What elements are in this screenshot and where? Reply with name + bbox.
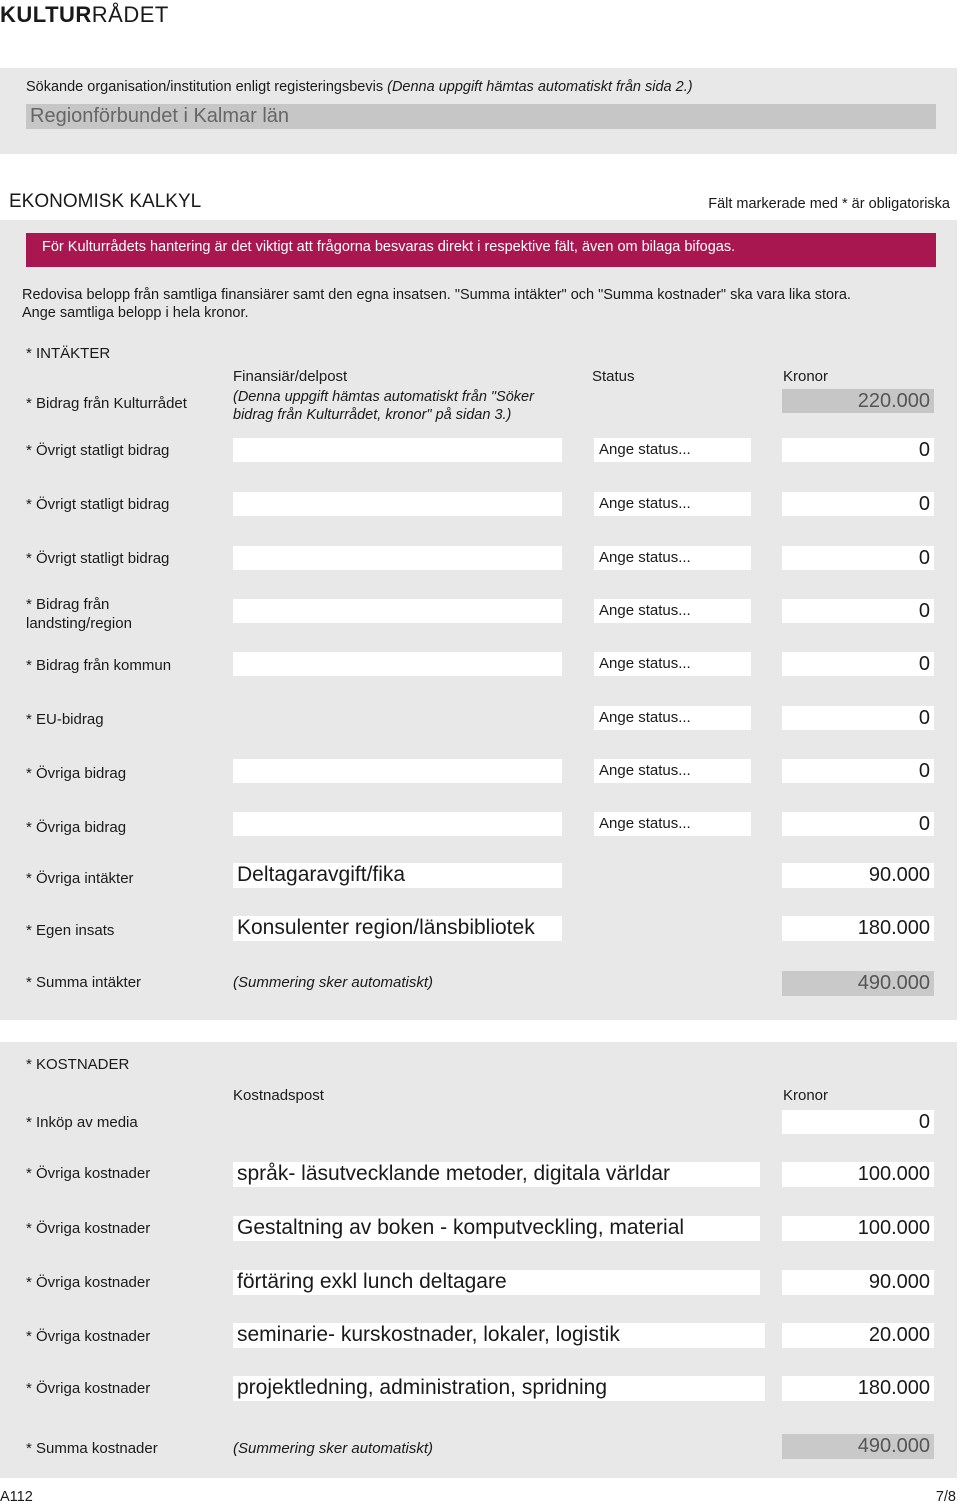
income-row-label: * Övrigt statligt bidrag xyxy=(26,442,170,459)
col-amount: Kronor xyxy=(783,368,829,385)
info-banner: För Kulturrådets hantering är det viktigt att frågorna besvaras direkt i respektive fält, även om bilaga bifogas. xyxy=(26,233,936,267)
cost-item-input[interactable]: projektledning, administration, spridning xyxy=(233,1376,765,1401)
income-row-label: * Övriga bidrag xyxy=(26,819,127,836)
amount-input[interactable]: 0 xyxy=(782,438,934,462)
costs-sum-label: * Summa kostnader xyxy=(26,1440,158,1457)
media-amount-input[interactable]: 0 xyxy=(782,1110,934,1134)
cost-item-input[interactable]: språk- läsutvecklande metoder, digitala världar xyxy=(233,1162,760,1187)
costs-panel xyxy=(0,1042,957,1478)
financier-input[interactable] xyxy=(233,652,562,676)
amount-input[interactable]: 0 xyxy=(782,492,934,516)
financier-input[interactable] xyxy=(233,599,562,623)
income-row-label: * EU-bidrag xyxy=(26,711,104,728)
income-sum-amount: 490.000 xyxy=(782,971,934,996)
amount-input[interactable]: 0 xyxy=(782,599,934,623)
form-id: A112 xyxy=(0,1489,33,1505)
col-cost-amount: Kronor xyxy=(783,1087,829,1104)
costs-heading: * KOSTNADER xyxy=(26,1056,130,1073)
kulturradet-note-2: bidrag från Kulturrådet, kronor" på sidan 3.) xyxy=(233,407,512,423)
costs-sum-amount: 490.000 xyxy=(782,1434,934,1459)
amount-input[interactable]: 0 xyxy=(782,759,934,783)
status-select[interactable]: Ange status... xyxy=(594,759,751,783)
cost-item-input[interactable]: förtäring exkl lunch deltagare xyxy=(233,1270,760,1295)
income-row-label: * Bidrag från xyxy=(26,596,110,613)
cost-amount-input[interactable]: 100.000 xyxy=(782,1216,934,1241)
financier-input[interactable] xyxy=(233,492,562,516)
cost-amount-input[interactable]: 20.000 xyxy=(782,1323,934,1348)
amount-input[interactable]: 180.000 xyxy=(782,916,934,941)
amount-input[interactable]: 0 xyxy=(782,812,934,836)
required-note: Fält markerade med * är obligatoriska xyxy=(708,196,950,212)
costs-sum-note: (Summering sker automatiskt) xyxy=(233,1440,434,1457)
financier-input[interactable] xyxy=(233,438,562,462)
page-number: 7/8 xyxy=(935,1489,956,1505)
col-financier: Finansiär/delpost xyxy=(233,368,348,385)
cost-item-input[interactable]: seminarie- kurskostnader, lokaler, logistik xyxy=(233,1323,765,1348)
amount-input[interactable]: 0 xyxy=(782,652,934,676)
status-select[interactable]: Ange status... xyxy=(594,546,751,570)
applicant-field: Regionförbundet i Kalmar län xyxy=(26,104,936,129)
financier-input[interactable]: Deltagaravgift/fika xyxy=(233,863,562,888)
instructions-line-2: Ange samtliga belopp i hela kronor. xyxy=(22,305,249,321)
col-status: Status xyxy=(592,368,635,385)
status-select[interactable]: Ange status... xyxy=(594,438,751,462)
financier-input[interactable]: Konsulenter region/länsbibliotek xyxy=(233,916,562,941)
cost-row-label: * Övriga kostnader xyxy=(26,1220,151,1237)
income-row-label: * Övriga intäkter xyxy=(26,870,134,887)
cost-row-label: * Övriga kostnader xyxy=(26,1274,151,1291)
amount-input[interactable]: 0 xyxy=(782,546,934,570)
section-title: EKONOMISK KALKYL xyxy=(9,191,202,212)
financier-input[interactable] xyxy=(233,546,562,570)
kulturradet-amount: 220.000 xyxy=(782,389,934,413)
status-select[interactable]: Ange status... xyxy=(594,492,751,516)
income-heading: * INTÄKTER xyxy=(26,345,111,362)
amount-input[interactable]: 90.000 xyxy=(782,863,934,888)
cost-amount-input[interactable]: 180.000 xyxy=(782,1376,934,1401)
income-row-label: * Övriga bidrag xyxy=(26,765,127,782)
income-row-label: * Övrigt statligt bidrag xyxy=(26,550,170,567)
cost-amount-input[interactable]: 90.000 xyxy=(782,1270,934,1295)
cost-row-label: * Övriga kostnader xyxy=(26,1380,151,1397)
income-row-label: * Bidrag från kommun xyxy=(26,657,172,674)
income-sum-label: * Summa intäkter xyxy=(26,974,142,991)
media-label: * Inköp av media xyxy=(26,1114,138,1131)
applicant-label: Sökande organisation/institution enligt registeringsbevis (Denna uppgift hämtas automatiskt från sida 2.) xyxy=(26,79,693,95)
income-row-label-2: landsting/region xyxy=(26,615,132,632)
kulturradet-note-1: (Denna uppgift hämtas automatiskt från "Söker xyxy=(233,389,534,405)
status-select[interactable]: Ange status... xyxy=(594,812,751,836)
col-cost-item: Kostnadspost xyxy=(233,1087,324,1104)
cost-item-input[interactable]: Gestaltning av boken - komputveckling, material xyxy=(233,1216,760,1241)
financier-input[interactable] xyxy=(233,812,562,836)
cost-row-label: * Övriga kostnader xyxy=(26,1328,151,1345)
status-select[interactable]: Ange status... xyxy=(594,599,751,623)
amount-input[interactable]: 0 xyxy=(782,706,934,730)
cost-amount-input[interactable]: 100.000 xyxy=(782,1162,934,1187)
kulturradet-logo: KULTURRÅDET xyxy=(0,2,169,27)
financier-input[interactable] xyxy=(233,759,562,783)
income-sum-note: (Summering sker automatiskt) xyxy=(233,974,434,991)
cost-row-label: * Övriga kostnader xyxy=(26,1165,151,1182)
instructions-line-1: Redovisa belopp från samtliga finansiärer samt den egna insatsen. "Summa intäkter" och "Summa kostnader" ska vara lika stora. xyxy=(22,287,851,303)
status-select[interactable]: Ange status... xyxy=(594,652,751,676)
income-row-label: * Övrigt statligt bidrag xyxy=(26,496,170,513)
status-select[interactable]: Ange status... xyxy=(594,706,751,730)
kulturradet-label: * Bidrag från Kulturrådet xyxy=(26,395,187,412)
income-row-label: * Egen insats xyxy=(26,922,115,939)
